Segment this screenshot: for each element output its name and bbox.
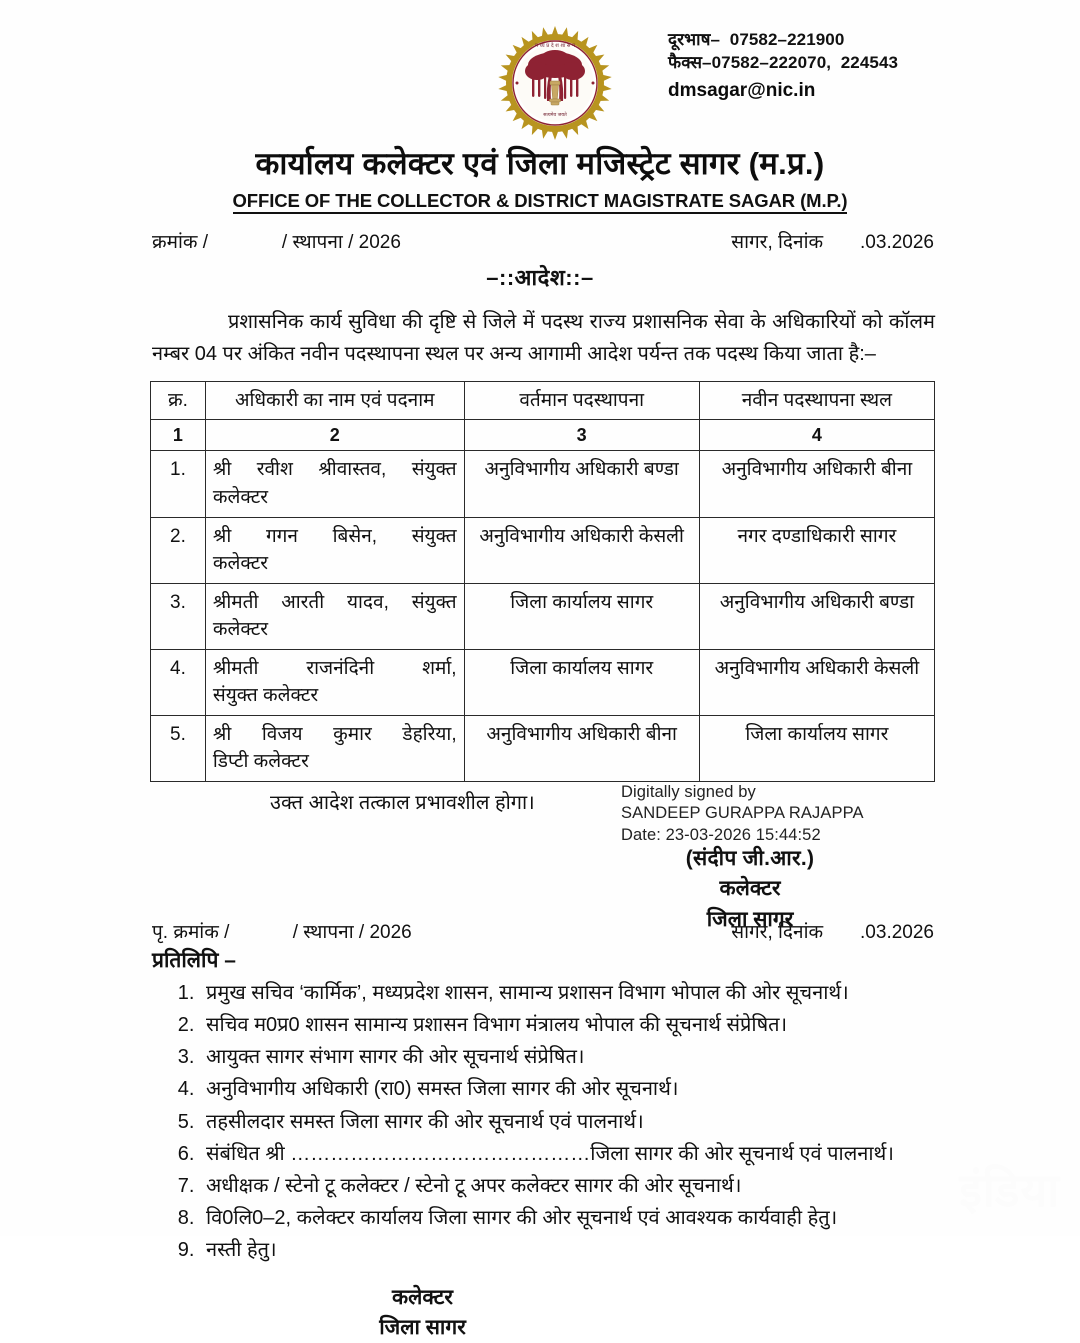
contact-block xyxy=(668,28,898,104)
reference-number-bottom: पृ. क्रमांक / / स्थापना / 2026 xyxy=(152,921,412,943)
table-row xyxy=(151,517,935,583)
reference-line-top xyxy=(152,228,934,254)
place-date-top: सागर, दिनांक .03.2026 xyxy=(731,232,934,253)
table-column-number-row xyxy=(151,420,935,451)
digital-signature-line1: Digitally signed by xyxy=(621,782,756,801)
letterhead xyxy=(0,0,1080,140)
post-table-section xyxy=(150,782,935,931)
row-officer-name xyxy=(205,451,464,517)
madhya-pradesh-state-emblem-icon xyxy=(497,25,613,141)
page-title-hindi: कार्यालय कलेक्टर एवं जिला मजिस्ट्रेट सागर (म.प्र.) xyxy=(255,146,825,181)
signatory-district-bottom: जिला सागर xyxy=(379,1316,466,1340)
row-officer-name xyxy=(205,715,464,781)
page-title-english xyxy=(0,190,1080,212)
place-date-bottom: सागर, दिनांक .03.2026 xyxy=(731,921,934,943)
row-new-posting: जिला कार्यालय सागर xyxy=(699,715,934,781)
list-item: 4. अनुविभागीय अधिकारी (रा0) समस्त जिला सागर की ओर सूचनार्थ। xyxy=(200,1074,934,1105)
row-officer-name xyxy=(205,649,464,715)
row-current-posting: अनुविभागीय अधिकारी केसली xyxy=(464,517,699,583)
signature-block-bottom xyxy=(0,1283,845,1343)
officer-designation-line2: कलेक्टर xyxy=(212,619,269,641)
table-body xyxy=(151,451,935,781)
row-current-posting: जिला कार्यालय सागर xyxy=(464,583,699,649)
page-watermark: इंडिया xyxy=(959,1164,1060,1216)
table-row xyxy=(151,451,935,517)
transfer-table xyxy=(150,381,935,782)
copy-list-label: प्रतिलिपि – xyxy=(152,948,236,972)
row-new-posting: नगर दण्डाधिकारी सागर xyxy=(699,517,934,583)
officer-name-line1: श्री रवीश श्रीवास्तव, संयुक्त xyxy=(212,459,457,481)
row-serial: 2. xyxy=(151,517,206,583)
officer-designation-line2: कलेक्टर xyxy=(212,553,269,575)
signature-block-top xyxy=(605,844,895,935)
digital-signature-signer: SANDEEP GURAPPA RAJAPPA xyxy=(621,804,864,823)
row-current-posting: अनुविभागीय अधिकारी बीना xyxy=(464,715,699,781)
order-heading: –::आदेश::– xyxy=(486,265,594,290)
list-item: 3. आयुक्त सागर संभाग सागर की ओर सूचनार्थ संप्रेषित। xyxy=(200,1042,934,1073)
transfer-table-wrapper xyxy=(150,381,935,782)
row-new-posting: अनुविभागीय अधिकारी बण्डा xyxy=(699,583,934,649)
list-item: 7. अधीक्षक / स्टेनो टू कलेक्टर / स्टेनो टू अपर कलेक्टर सागर की ओर सूचनार्थ। xyxy=(200,1171,934,1202)
signatory-designation: कलेक्टर xyxy=(719,877,781,901)
signatory-designation-bottom: कलेक्टर xyxy=(392,1285,453,1309)
officer-designation-line2: कलेक्टर xyxy=(212,486,269,508)
list-item: 1. प्रमुख सचिव ‘कार्मिक’, मध्यप्रदेश शासन, सामान्य प्रशासन विभाग भोपाल की ओर सूचनार्थ। xyxy=(200,978,934,1009)
table-header-current-posting: वर्तमान पदस्थापना xyxy=(464,381,699,420)
svg-text:म ध्य प्र दे श शा स न: म ध्य प्र दे श शा स न xyxy=(534,43,576,49)
effective-note: उक्त आदेश तत्काल प्रभावशील होगा। xyxy=(270,791,535,814)
signatory-name: (संदीप जी.आर.) xyxy=(685,846,815,870)
fax-line: फैक्स–07582–222070, 224543 xyxy=(668,53,899,73)
list-item: 2. सचिव म0प्र0 शासन सामान्य प्रशासन विभाग मंत्रालय भोपाल की सूचनार्थ संप्रेषित। xyxy=(200,1010,934,1041)
signatory-district: जिला सागर xyxy=(706,907,794,931)
row-officer-name xyxy=(205,517,464,583)
table-header-officer-name: अधिकारी का नाम एवं पदनाम xyxy=(205,381,464,420)
table-row xyxy=(151,649,935,715)
list-item: 6. संबंधित श्री ………………………………………जिला सागर की ओर सूचनार्थ एवं पालनार्थ। xyxy=(200,1139,934,1170)
table-row xyxy=(151,715,935,781)
row-new-posting: अनुविभागीय अधिकारी बीना xyxy=(699,451,934,517)
column-number-2: 2 xyxy=(205,420,464,451)
digital-signature-date: Date: 23-03-2026 15:44:52 xyxy=(621,825,821,844)
table-row xyxy=(151,583,935,649)
row-serial: 4. xyxy=(151,649,206,715)
list-item: 9. नस्ती हेतु। xyxy=(200,1235,934,1266)
digital-signature-stamp xyxy=(621,782,864,846)
row-serial: 3. xyxy=(151,583,206,649)
officer-designation-line2: डिप्टी कलेक्टर xyxy=(212,751,309,773)
copy-list xyxy=(152,978,934,1267)
officer-name-line1: श्रीमती राजनंदिनी शर्मा, xyxy=(212,657,457,679)
officer-designation-line2: संयुक्त कलेक्टर xyxy=(212,685,319,707)
list-item: 5. तहसीलदार समस्त जिला सागर की ओर सूचनार्थ एवं पालनार्थ। xyxy=(200,1107,934,1138)
page-title-english-text: OFFICE OF THE COLLECTOR & DISTRICT MAGISTRATE SAGAR (M.P.) xyxy=(233,190,848,214)
officer-name-line1: श्री विजय कुमार डेहरिया, xyxy=(212,723,457,745)
reference-number-top: क्रमांक / / स्थापना / 2026 xyxy=(152,232,401,253)
table-head xyxy=(151,381,935,451)
column-number-3: 3 xyxy=(464,420,699,451)
row-current-posting: जिला कार्यालय सागर xyxy=(464,649,699,715)
table-header-row xyxy=(151,381,935,420)
row-officer-name xyxy=(205,583,464,649)
officer-name-line1: श्री गगन बिसेन, संयुक्त xyxy=(212,525,457,547)
phone-line: दूरभाष– 07582–221900 xyxy=(668,30,845,49)
list-item: 8. वि0लि0–2, कलेक्टर कार्यालय जिला सागर की ओर सूचनार्थ एवं आवश्यक कार्यवाही हेतु। xyxy=(200,1203,934,1234)
row-serial: 1. xyxy=(151,451,206,517)
email-line: dmsagar@nic.in xyxy=(668,79,816,101)
row-serial: 5. xyxy=(151,715,206,781)
column-number-1: 1 xyxy=(151,420,206,451)
officer-name-line1: श्रीमती आरती यादव, संयुक्त xyxy=(212,591,457,613)
row-new-posting: अनुविभागीय अधिकारी केसली xyxy=(699,649,934,715)
table-header-serial: क्र. xyxy=(151,381,206,420)
table-header-new-posting: नवीन पदस्थापना स्थल xyxy=(699,381,934,420)
order-body-paragraph: प्रशासनिक कार्य सुविधा की दृष्टि से जिले में पदस्थ राज्य प्रशासनिक सेवा के अधिकारियों को कॉलम नम्बर 04 पर अंकित नवीन पदस्थापना स्थल पर अन्य आगामी आदेश पर्यन्त तक पदस्थ किया जाता है:– xyxy=(152,311,935,366)
column-number-4: 4 xyxy=(699,420,934,451)
svg-text:सत्यमेव जयते: सत्यमेव जयते xyxy=(543,113,567,118)
row-current-posting: अनुविभागीय अधिकारी बण्डा xyxy=(464,451,699,517)
